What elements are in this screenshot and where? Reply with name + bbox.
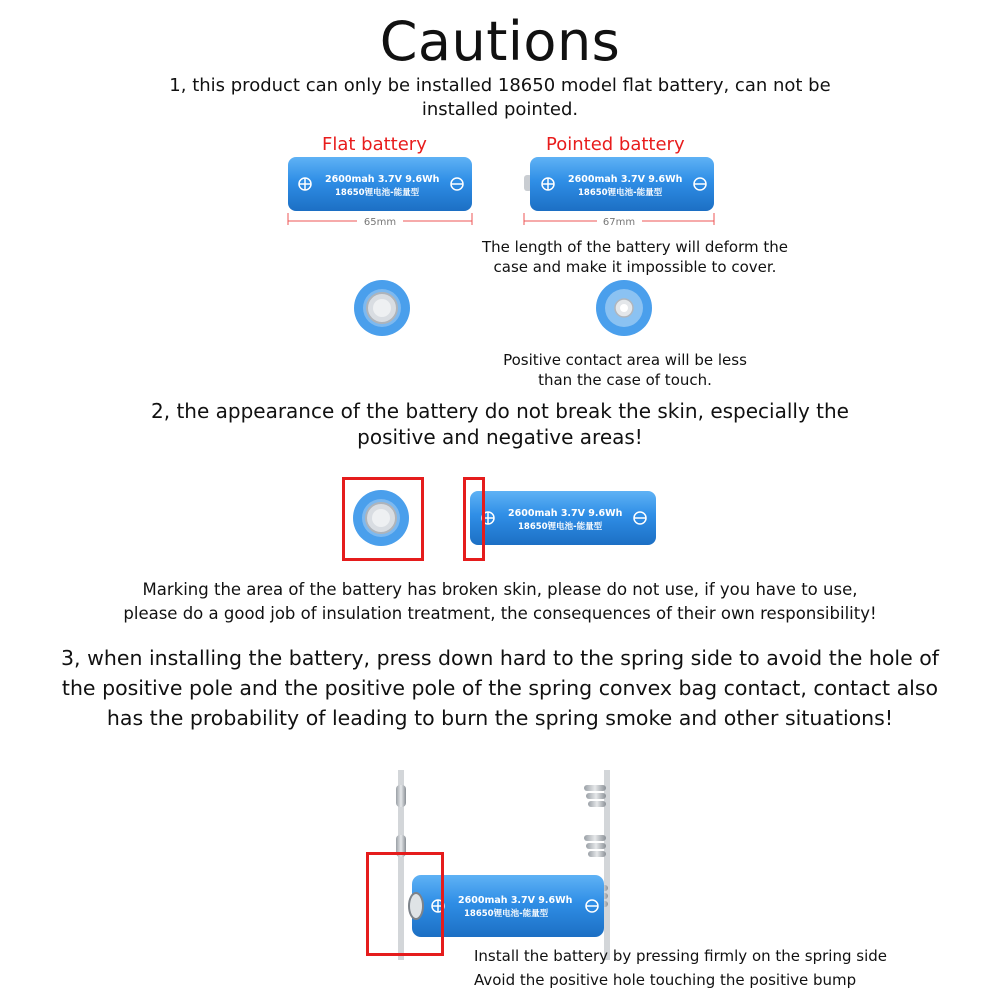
install-line1: Install the battery by pressing firmly on the spring side: [474, 947, 887, 965]
contact-note: [470, 350, 780, 390]
flat-battery-image: [285, 155, 475, 231]
deform-note: [455, 237, 815, 277]
flat-battery-model: 18650锂电池-能量型: [335, 188, 420, 198]
pointed-battery-model: 18650锂电池-能量型: [578, 188, 663, 198]
flat-battery-end-view: [352, 278, 412, 338]
side-battery-model: 18650锂电池-能量型: [518, 522, 603, 532]
pointed-battery-spec: 2600mah 3.7V 9.6Wh: [568, 174, 683, 185]
section2-note: [0, 578, 1000, 626]
pointed-battery-label: Pointed battery: [546, 134, 685, 155]
section3-line3: has the probability of leading to burn the spring smoke and other situations!: [106, 706, 894, 730]
section2-line1: 2, the appearance of the battery do not break the skin, especially the: [151, 399, 849, 423]
deform-line1: The length of the battery will deform the: [481, 238, 789, 256]
side-battery-spec: 2600mah 3.7V 9.6Wh: [508, 508, 623, 519]
flat-length-label: 65mm: [363, 217, 397, 228]
section1-line2: installed pointed.: [421, 99, 579, 120]
side-view-highlight-box: [463, 477, 485, 561]
deform-line2: case and make it impossible to cover.: [493, 258, 777, 276]
section2-intro: [0, 398, 1000, 450]
contact-line2: than the case of touch.: [538, 371, 712, 389]
section2-note-line1: Marking the area of the battery has broken skin, please do not use, if you have to use,: [142, 580, 858, 599]
section1-intro: [0, 74, 1000, 122]
install-line2: Avoid the positive hole touching the positive bump: [474, 971, 857, 989]
section3-line2: the positive pole and the positive pole of the spring convex bag contact, contact also: [61, 676, 939, 700]
section3-line1: 3, when installing the battery, press down hard to the spring side to avoid the hole of: [61, 646, 939, 670]
flat-battery-label: Flat battery: [322, 134, 427, 155]
section1-line1: 1, this product can only be installed 18650 model flat battery, can not be: [169, 75, 831, 96]
pointed-length-label: 67mm: [602, 217, 636, 228]
flat-battery-spec: 2600mah 3.7V 9.6Wh: [325, 174, 440, 185]
section2-note-line2: please do a good job of insulation treatment, the consequences of their own responsibility!: [123, 604, 877, 623]
pointed-battery-image: [522, 155, 718, 231]
page-title: Cautions: [379, 10, 621, 73]
section3-intro: [0, 643, 1000, 733]
spring-side-highlight-box: [366, 852, 444, 956]
install-note: [474, 944, 974, 992]
holder-battery-model: 18650锂电池-能量型: [464, 909, 549, 919]
damaged-end-view: [351, 488, 411, 548]
contact-line1: Positive contact area will be less: [503, 351, 747, 369]
holder-battery-spec: 2600mah 3.7V 9.6Wh: [458, 895, 573, 906]
pointed-battery-end-view: [594, 278, 654, 338]
damaged-battery-side-view: [468, 489, 660, 549]
section2-line2: positive and negative areas!: [357, 425, 643, 449]
